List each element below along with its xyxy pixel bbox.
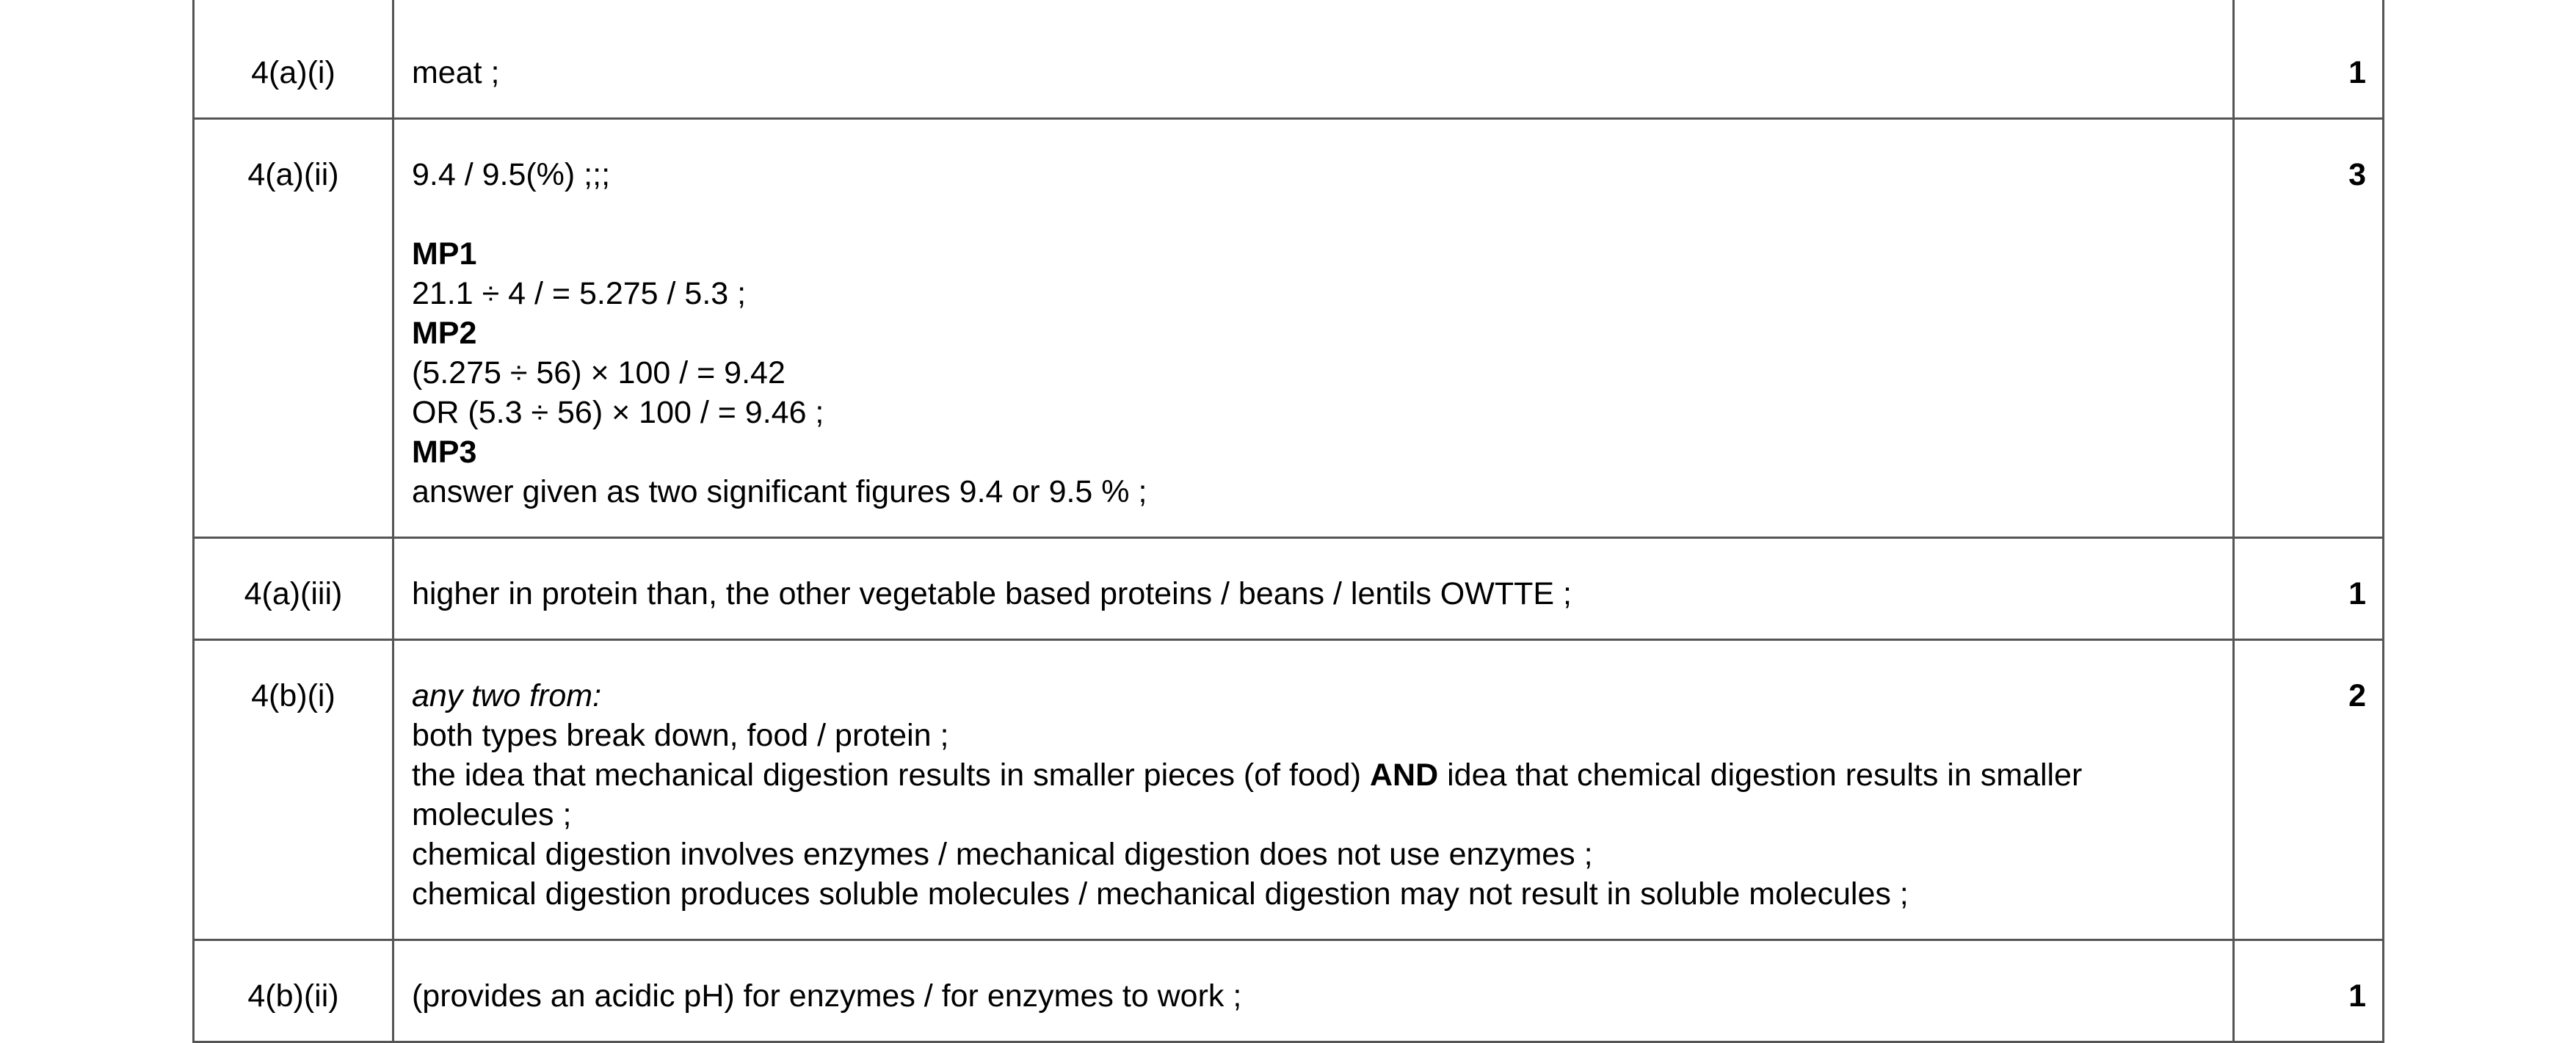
- answer-line: 9.4 / 9.5(%) ;;;: [411, 157, 611, 192]
- marks-value: 1: [2348, 576, 2366, 611]
- marking-point-heading: MP3: [411, 435, 477, 470]
- table-row: [194, 0, 2384, 119]
- marks-cell: [2234, 940, 2384, 1042]
- question-cell: [194, 640, 393, 940]
- answer-line: chemical digestion involves enzymes / mechanical digestion does not use enzymes ;: [411, 837, 1593, 872]
- question-number: 4(a)(ii): [247, 157, 339, 192]
- answer-line: both types break down, food / protein ;: [411, 718, 949, 753]
- answer-keyword: AND: [1369, 757, 1439, 793]
- table-row: [194, 119, 2384, 538]
- question-number: 4(a)(i): [251, 55, 335, 90]
- question-number: 4(b)(i): [251, 678, 335, 713]
- question-number: 4(b)(ii): [247, 978, 339, 1014]
- answer-line: meat ;: [411, 55, 500, 90]
- answer-line: 21.1 ÷ 4 / = 5.275 / 5.3 ;: [411, 276, 747, 311]
- table-row: [194, 940, 2384, 1042]
- marks-cell: [2234, 640, 2384, 940]
- answer-cell: [393, 119, 2233, 538]
- answer-text: idea that chemical digestion results in smaller molecules ;: [411, 757, 2091, 832]
- answer-line: chemical digestion produces soluble molecules / mechanical digestion may not result in soluble molecules ;: [411, 876, 1909, 912]
- marks-value: 1: [2348, 978, 2366, 1014]
- answer-line: higher in protein than, the other vegetable based proteins / beans / lentils OWTTE ;: [411, 576, 1572, 611]
- answer-line: answer given as two significant figures 9.4 or 9.5 % ;: [411, 474, 1147, 509]
- answer-text: the idea that mechanical digestion results in smaller pieces (of food): [411, 757, 1370, 793]
- answer-line: OR (5.3 ÷ 56) × 100 / = 9.46 ;: [411, 395, 824, 430]
- marking-point-heading: MP2: [411, 316, 477, 351]
- answer-cell: [393, 538, 2233, 640]
- marks-value: 1: [2348, 55, 2366, 90]
- marks-cell: [2234, 0, 2384, 119]
- question-cell: [194, 538, 393, 640]
- question-number: 4(a)(iii): [244, 576, 343, 611]
- question-cell: [194, 0, 393, 119]
- question-cell: [194, 119, 393, 538]
- answer-cell: [393, 640, 2233, 940]
- table-row: [194, 640, 2384, 940]
- answer-line: (provides an acidic pH) for enzymes / for enzymes to work ;: [411, 978, 1242, 1014]
- marks-cell: [2234, 119, 2384, 538]
- marking-point-heading: MP1: [411, 236, 477, 272]
- mark-scheme-table: [192, 0, 2384, 1043]
- marks-value: 2: [2348, 678, 2366, 713]
- answer-cell: [393, 0, 2233, 119]
- table-row: [194, 538, 2384, 640]
- marks-cell: [2234, 538, 2384, 640]
- answer-line: [412, 755, 2218, 835]
- answer-line: (5.275 ÷ 56) × 100 / = 9.42: [411, 355, 786, 390]
- marks-value: 3: [2348, 157, 2366, 192]
- answer-cell: [393, 940, 2233, 1042]
- answer-instruction: any two from:: [411, 678, 602, 713]
- question-cell: [194, 940, 393, 1042]
- line-spacer: [412, 195, 2218, 234]
